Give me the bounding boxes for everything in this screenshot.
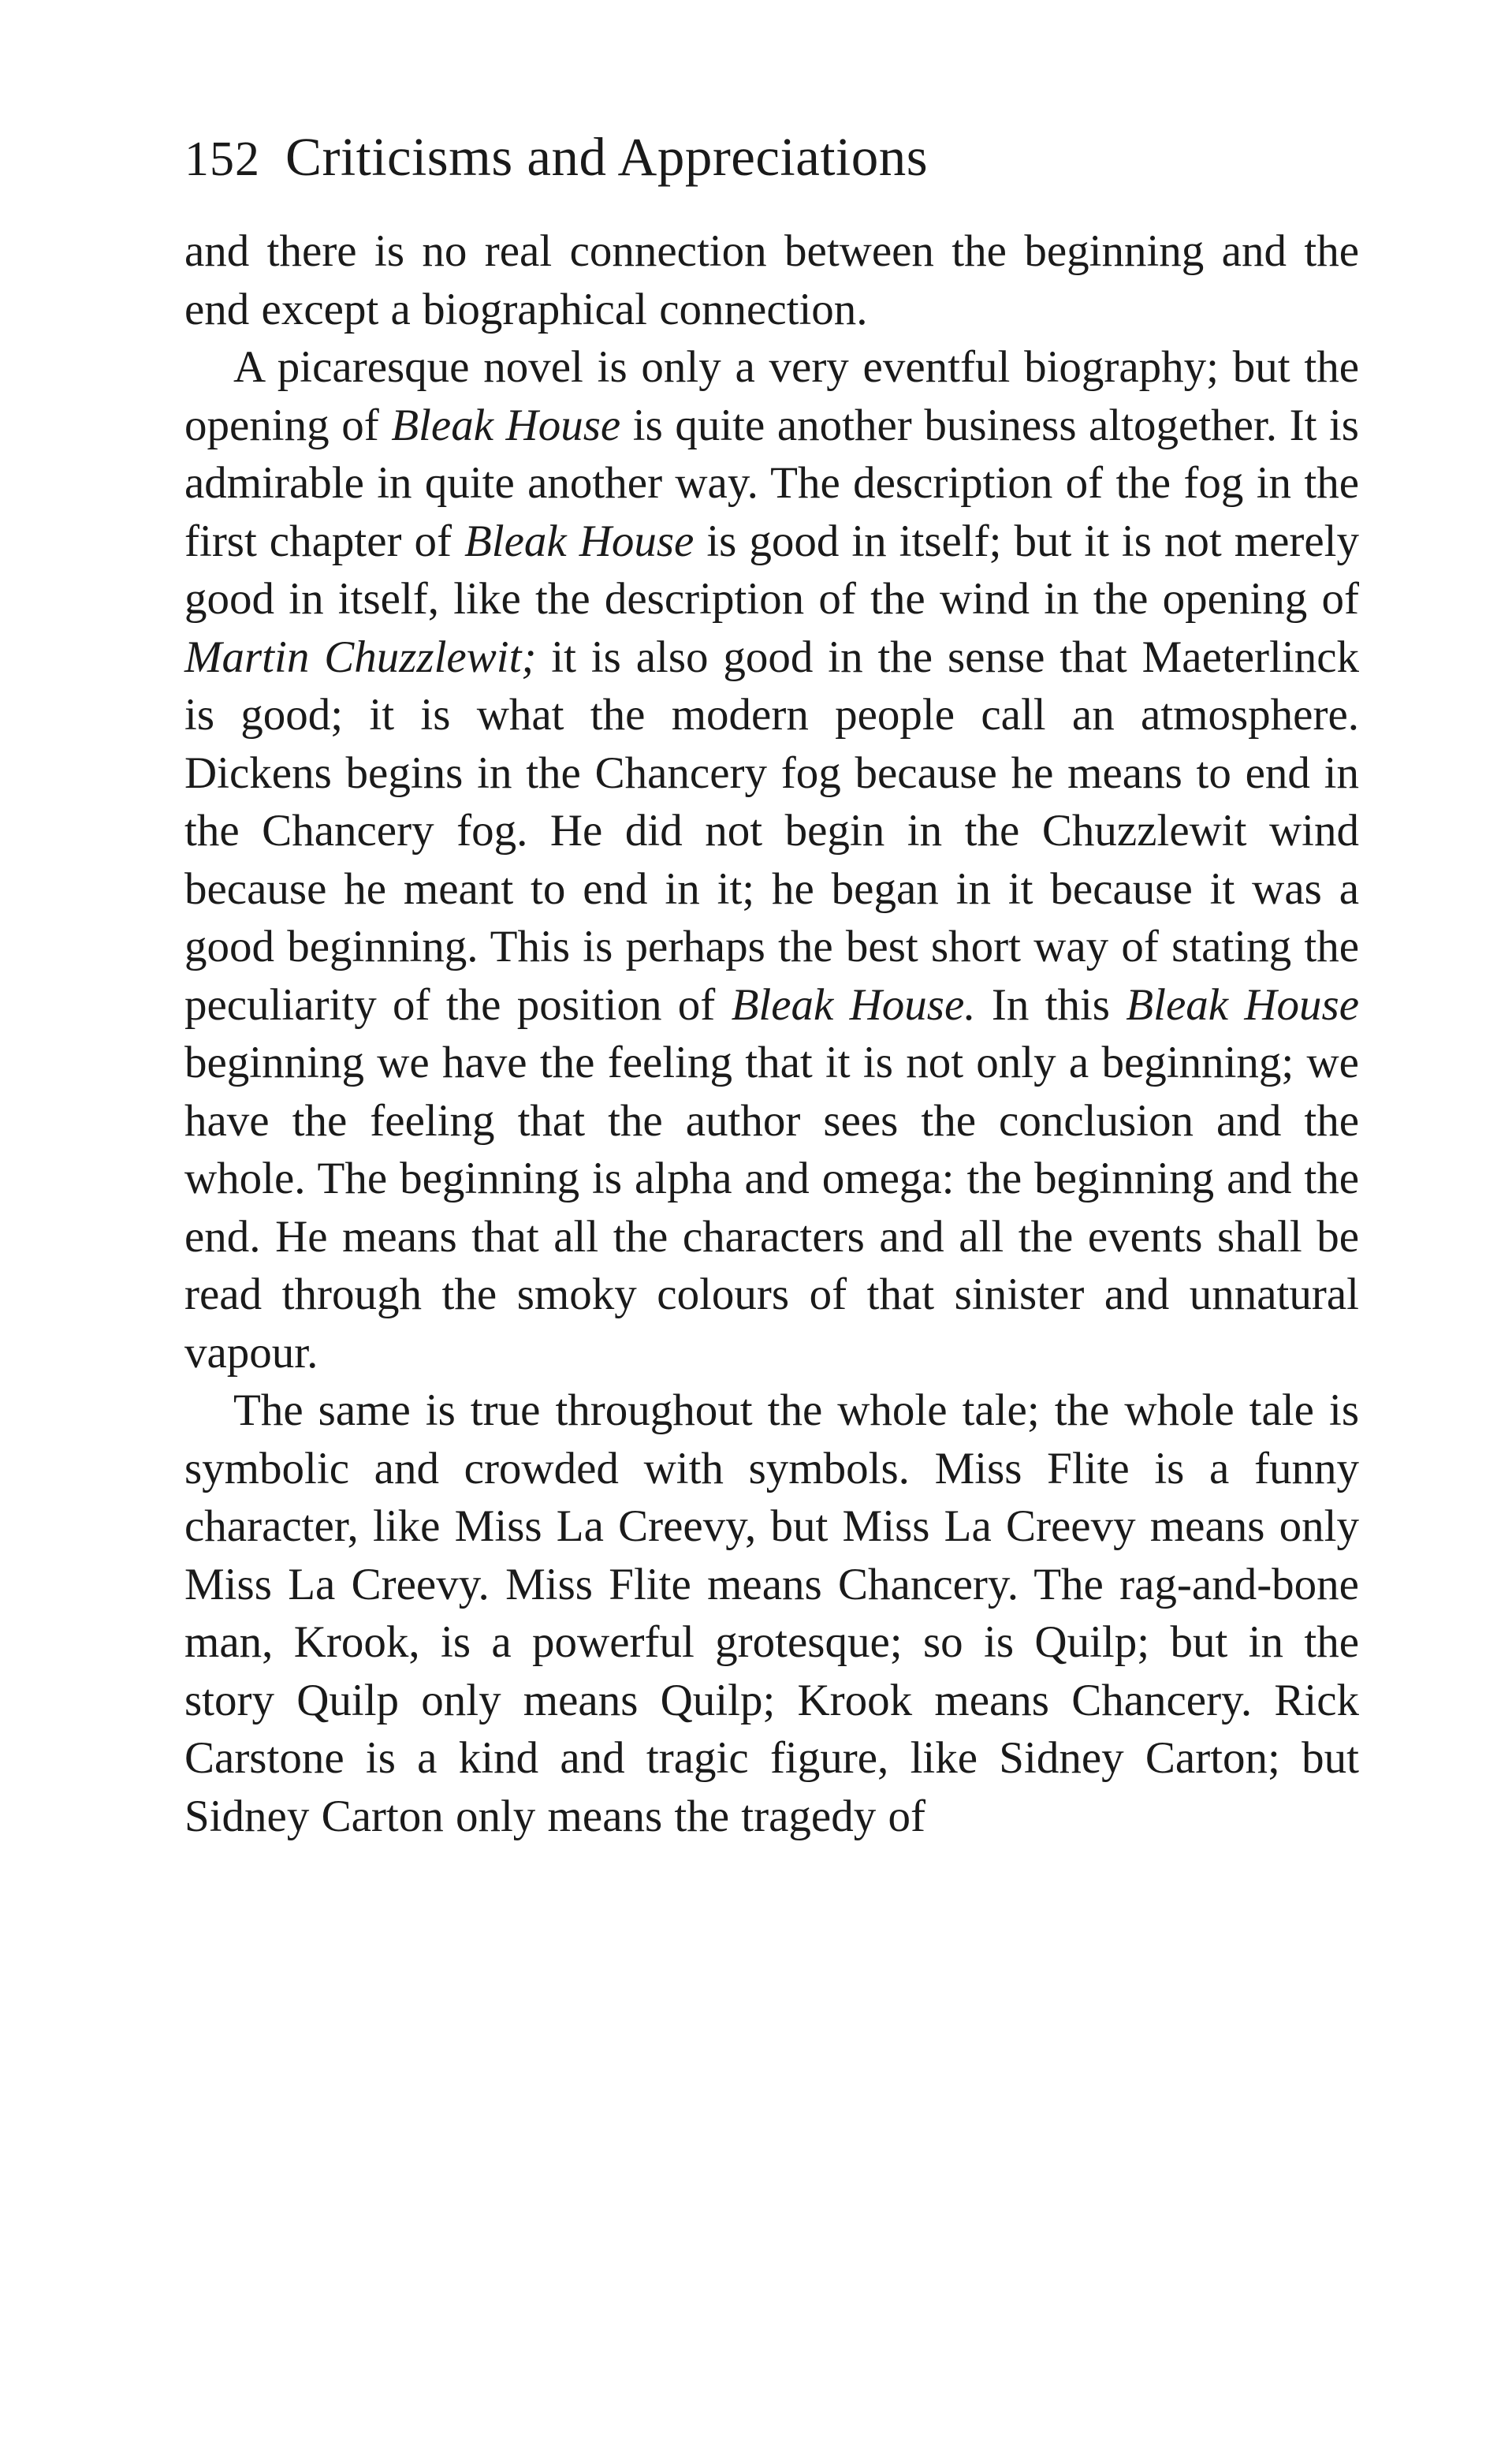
text-run: and there is no real connection between the beginning and the end except a biographical connection. (184, 226, 1359, 334)
text-run: is good in itself; but it is not merely good in itself, like the description of the wind in the opening of (184, 516, 1359, 624)
italic-title: Bleak House (391, 400, 621, 450)
paragraph (184, 1382, 1359, 1845)
text-run: is quite another business altogether. It is admirable in quite another way. The description of the fog in the first chapter of (184, 400, 1359, 566)
paragraph (184, 338, 1359, 1382)
running-title: Criticisms and Appreciations (285, 127, 929, 187)
body-text (184, 222, 1359, 1845)
running-head (184, 126, 1359, 202)
italic-title: Martin Chuzzlewit; (184, 632, 537, 682)
text-run: it is also good in the sense that Maeterlinck is good; it is what the modern people call an atmosphere. Dickens begins in the Chancery fog because he means to end in the Chancery fog. He did not begin in the Chuzzlewit wind because he meant to end in it; he began in it because it was a good beginning. This is perhaps the best short way of stating the peculiarity of the position of (184, 632, 1359, 1030)
page-content (184, 126, 1359, 1845)
text-run: In this (975, 979, 1127, 1030)
text-run: beginning we have the feeling that it is not only a beginning; we have the feeling that the author sees the conclusion and the whole. The beginning is alpha and omega: the beginning and the end. He means that all the characters and all the events shall be read through the smoky colours of that sinister and unnatural vapour. (184, 1038, 1359, 1378)
paragraph (184, 222, 1359, 338)
text-run: The same is true throughout the whole tale; the whole tale is symbolic and crowded with symbols. Miss Flite is a funny character, like Miss La Creevy, but Miss La Creevy means only Miss La Creevy. Miss Flite means Chancery. The rag-and-bone man, Krook, is a powerful grotesque; so is Quilp; but in the story Quilp only means Quilp; Krook means Chancery. Rick Carstone is a kind and tragic figure, like Sidney Carton; but Sidney Carton only means the tragedy of (184, 1385, 1359, 1841)
text-run: A picaresque novel is only a very eventful biography; but the opening of (184, 342, 1359, 450)
italic-title: Bleak House (1126, 979, 1360, 1030)
italic-title: Bleak House (464, 516, 695, 566)
page-number: 152 (184, 132, 260, 186)
italic-title: Bleak House. (731, 979, 976, 1030)
